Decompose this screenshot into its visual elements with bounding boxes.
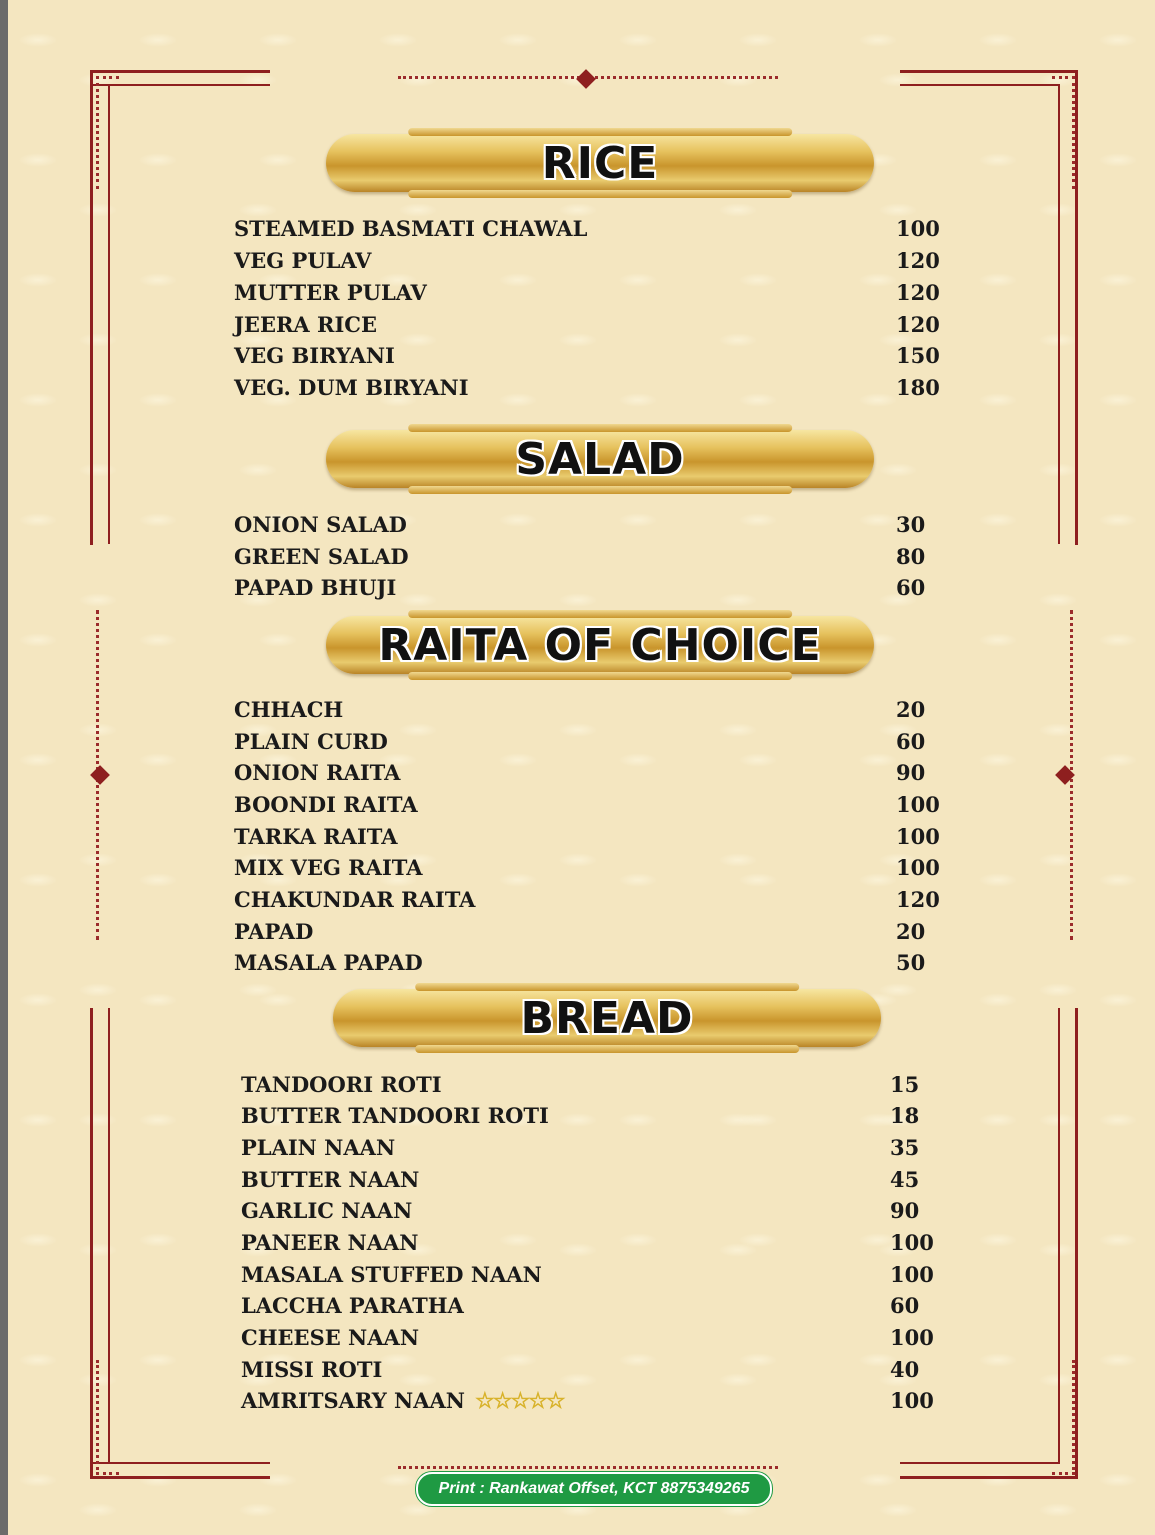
- menu-item-price: 100: [890, 1388, 934, 1413]
- menu-item-name: PLAIN CURD: [234, 729, 388, 754]
- printer-credit-text: Print : Rankawat Offset, KCT 8875349265: [438, 1480, 750, 1497]
- menu-item-name: ONION SALAD: [234, 512, 407, 537]
- menu-item-name: MASALA STUFFED NAAN: [241, 1262, 542, 1287]
- border-bottom-right: [900, 1476, 1078, 1479]
- menu-item-name: TANDOORI ROTI: [241, 1072, 442, 1097]
- menu-item-name: JEERA RICE: [234, 312, 378, 337]
- section-banner-rice: [326, 134, 874, 192]
- menu-item-price: 100: [896, 855, 940, 880]
- menu-item-name: STEAMED BASMATI CHAWAL: [234, 216, 588, 241]
- section-title: RICE: [541, 137, 659, 189]
- menu-item-name: CHHACH: [234, 697, 344, 722]
- menu-item-price: 15: [890, 1072, 920, 1097]
- menu-item-name: TARKA RAITA: [234, 824, 398, 849]
- menu-item-price: 100: [896, 824, 940, 849]
- menu-item-name: BUTTER NAAN: [241, 1167, 420, 1192]
- menu-item-name: MISSI ROTI: [241, 1357, 383, 1382]
- menu-item-name: PAPAD: [234, 919, 314, 944]
- top-flourish-center: [576, 69, 596, 89]
- menu-item-name: VEG. DUM BIRYANI: [234, 375, 469, 400]
- menu-item-price: 50: [896, 950, 926, 975]
- menu-item-price: 150: [896, 343, 940, 368]
- menu-item-price: 60: [890, 1293, 920, 1318]
- menu-item-name: MIX VEG RAITA: [234, 855, 423, 880]
- corner-ornament-tl: [96, 76, 119, 189]
- menu-item-name: MASALA PAPAD: [234, 950, 423, 975]
- menu-item-price: 100: [896, 216, 940, 241]
- menu-item-price: 30: [896, 512, 926, 537]
- menu-item-name: BOONDI RAITA: [234, 792, 418, 817]
- menu-item-price: 60: [896, 575, 926, 600]
- menu-item-name: PAPAD BHUJI: [234, 575, 397, 600]
- border-top-left: [90, 70, 270, 73]
- menu-item-price: 100: [896, 792, 940, 817]
- menu-item-price: 35: [890, 1135, 920, 1160]
- menu-item-price: 120: [896, 312, 940, 337]
- menu-item-price: 120: [896, 887, 940, 912]
- menu-item-price: 120: [896, 280, 940, 305]
- border-right-upper: [1075, 70, 1078, 545]
- menu-item-price: 180: [896, 375, 940, 400]
- corner-ornament-tr: [1052, 76, 1075, 189]
- menu-item-name: AMRITSARY NAAN: [241, 1388, 465, 1413]
- menu-item-name: VEG PULAV: [234, 248, 372, 273]
- menu-item-price: 20: [896, 919, 926, 944]
- menu-item-name: LACCHA PARATHA: [241, 1293, 464, 1318]
- menu-item-price: 100: [890, 1230, 934, 1255]
- menu-item-price: 90: [890, 1198, 920, 1223]
- menu-item-name: PLAIN NAAN: [241, 1135, 396, 1160]
- menu-item-name: GARLIC NAAN: [241, 1198, 413, 1223]
- menu-item-price: 90: [896, 760, 926, 785]
- menu-item-name: BUTTER TANDOORI ROTI: [241, 1103, 549, 1128]
- menu-item-name: VEG BIRYANI: [234, 343, 395, 368]
- menu-item-price: 18: [890, 1103, 920, 1128]
- section-banner-salad: [326, 430, 874, 488]
- border-right-lower: [1075, 1008, 1078, 1478]
- menu-item-price: 20: [896, 697, 926, 722]
- menu-item-price: 45: [890, 1167, 920, 1192]
- menu-item-name: CHEESE NAAN: [241, 1325, 420, 1350]
- section-banner-bread: [333, 989, 881, 1047]
- corner-ornament-br: [1052, 1360, 1075, 1475]
- window-edge: [0, 0, 8, 1535]
- menu-item-price: 80: [896, 544, 926, 569]
- border-bottom-left: [90, 1476, 270, 1479]
- menu-item-price: 100: [890, 1262, 934, 1287]
- star-rating-icon: ☆☆☆☆☆: [475, 1388, 564, 1414]
- border-top-right-inner: [900, 84, 1060, 86]
- border-top-right: [900, 70, 1078, 73]
- section-title: BREAD: [520, 992, 694, 1044]
- menu-item-name: GREEN SALAD: [234, 544, 409, 569]
- printer-credit-badge: [416, 1472, 772, 1506]
- menu-item-name: MUTTER PULAV: [234, 280, 427, 305]
- border-left-upper: [90, 70, 93, 545]
- menu-page: [8, 0, 1155, 1535]
- menu-item-row-amritsary: [241, 1387, 564, 1415]
- menu-item-name: ONION RAITA: [234, 760, 401, 785]
- section-banner-raita: [326, 616, 874, 674]
- section-title: RAITA OF CHOICE: [378, 619, 822, 671]
- menu-item-price: 100: [890, 1325, 934, 1350]
- menu-item-price: 60: [896, 729, 926, 754]
- border-left-lower: [90, 1008, 93, 1478]
- menu-item-name: PANEER NAAN: [241, 1230, 419, 1255]
- menu-item-price: 40: [890, 1357, 920, 1382]
- border-bottom-right-inner: [900, 1462, 1060, 1464]
- corner-ornament-bl: [96, 1360, 119, 1475]
- menu-item-price: 120: [896, 248, 940, 273]
- section-title: SALAD: [515, 433, 685, 485]
- menu-item-name: CHAKUNDAR RAITA: [234, 887, 476, 912]
